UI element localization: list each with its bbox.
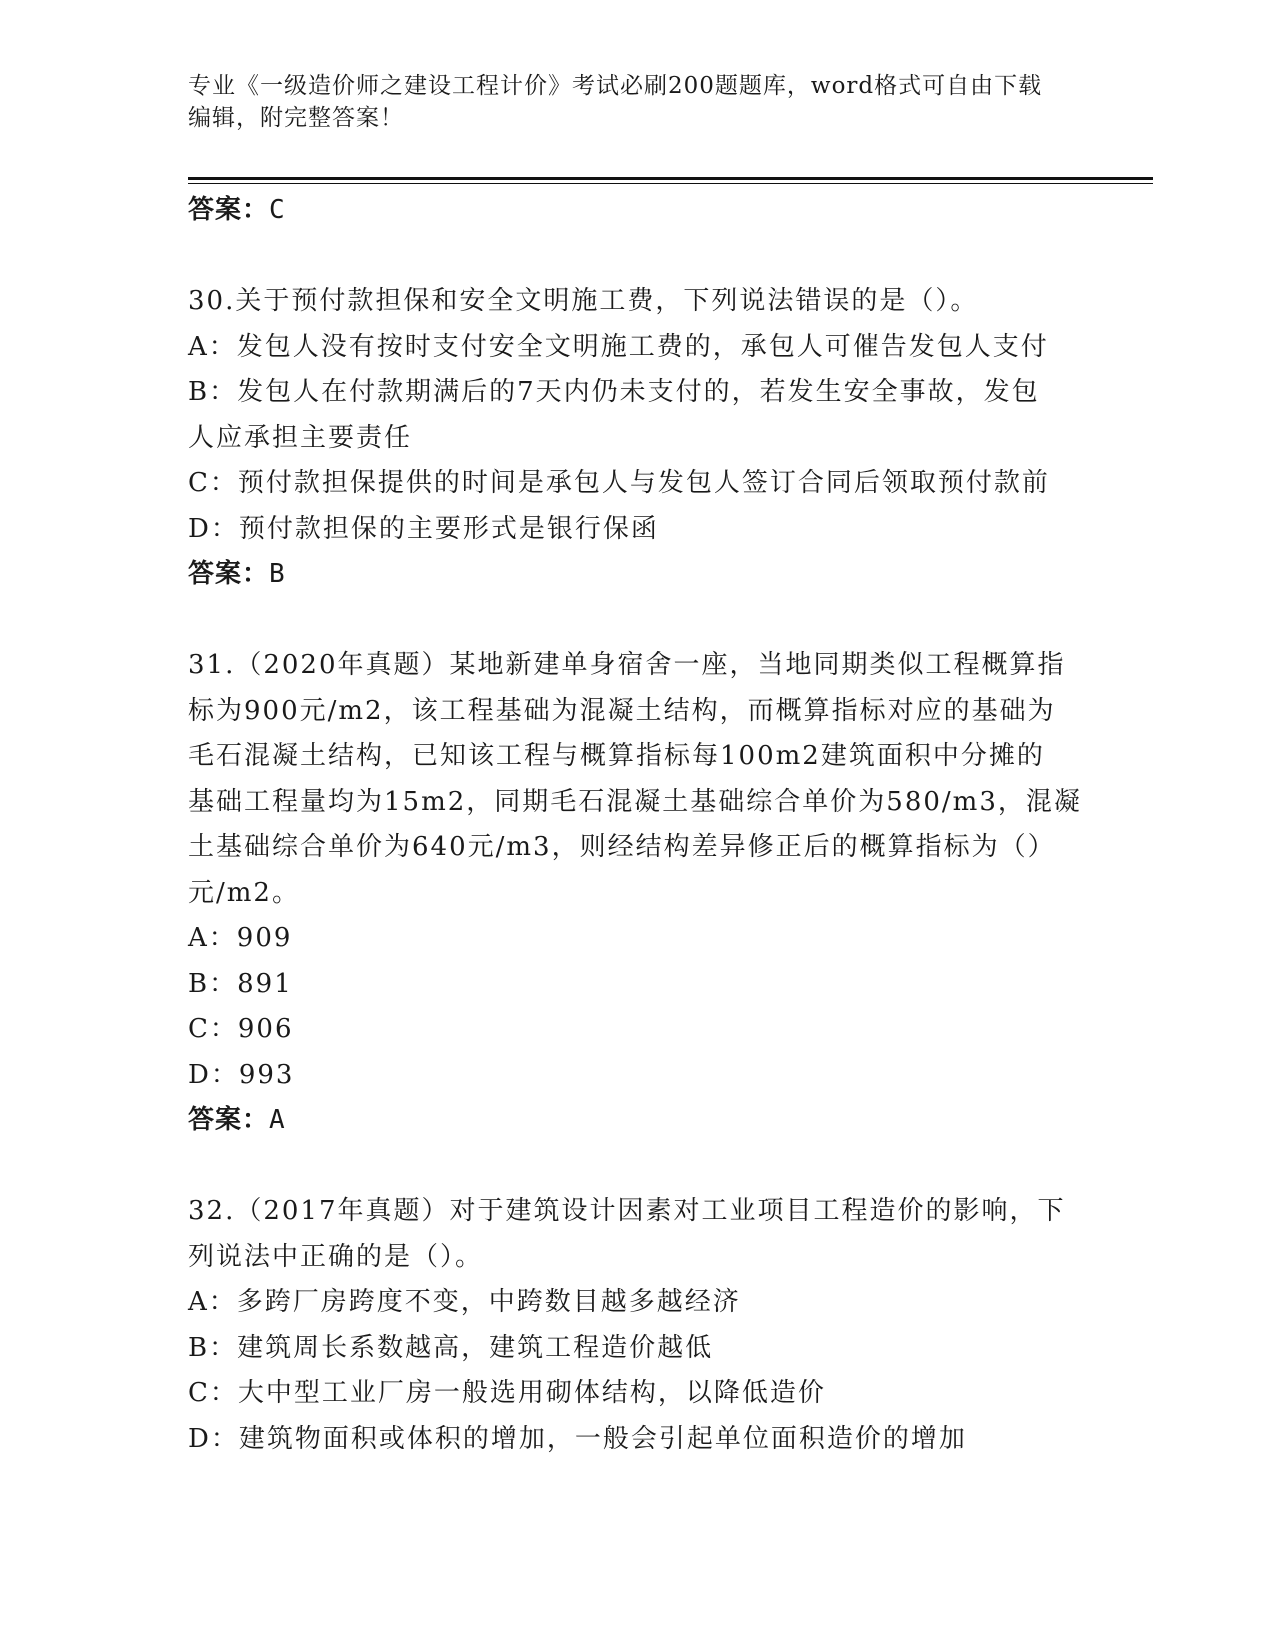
answer-label: 答案： <box>188 195 270 225</box>
option-d: D：建筑物面积或体积的增加，一般会引起单位面积造价的增加 <box>188 1423 967 1454</box>
question-text: 元/m2。 <box>188 877 300 908</box>
option-b: B：891 <box>188 968 293 999</box>
spacer <box>188 1144 1088 1190</box>
spacer <box>188 598 1088 644</box>
answer-label: 答案： <box>188 559 270 589</box>
option-b-cont: 人应承担主要责任 <box>188 422 413 453</box>
option-d: D：预付款担保的主要形式是银行保函 <box>188 513 659 544</box>
option-b: B：建筑周长系数越高，建筑工程造价越低 <box>188 1332 714 1363</box>
answer-value: B <box>269 559 286 589</box>
option-b: B：发包人在付款期满后的7天内仍未支付的，若发生安全事故，发包 <box>188 377 1040 407</box>
question-text: 列说法中正确的是（）。 <box>188 1241 484 1272</box>
option-a: A：909 <box>188 923 293 953</box>
question-text: 基础工程量均为15m2，同期毛石混凝土基础综合单价为580/m3，混凝 <box>188 786 1082 817</box>
question-block <box>188 279 1088 598</box>
header-divider <box>188 177 1153 180</box>
option-a: A：多跨厂房跨度不变，中跨数目越多越经济 <box>188 1287 741 1317</box>
spacer <box>188 234 1088 280</box>
option-c: C：预付款担保提供的时间是承包人与发包人签订合同后领取预付款前 <box>188 468 1050 498</box>
question-text: 毛石混凝土结构，已知该工程与概算指标每100m2建筑面积中分摊的 <box>188 741 1045 771</box>
document-header <box>188 70 1088 134</box>
question-text: 30.关于预付款担保和安全文明施工费，下列说法错误的是（）。 <box>188 286 979 316</box>
header-divider-thin <box>188 183 1153 184</box>
question-text: 土基础综合单价为640元/m3，则经结构差异修正后的概算指标为（） <box>188 832 1056 862</box>
header-line-1: 专业《一级造价师之建设工程计价》考试必刷200题题库，word格式可自由下载 <box>188 73 1043 99</box>
answer-line <box>188 1098 1088 1144</box>
option-d: D：993 <box>188 1059 295 1090</box>
answer-line <box>188 188 1088 234</box>
question-text: 标为900元/m2，该工程基础为混凝土结构，而概算指标对应的基础为 <box>188 695 1056 726</box>
document-body <box>188 188 1088 1462</box>
question-block <box>188 1189 1088 1462</box>
answer-label: 答案： <box>188 1105 270 1135</box>
option-c: C：906 <box>188 1014 294 1044</box>
question-text: 32.（2017年真题）对于建筑设计因素对工业项目工程造价的影响，下 <box>188 1196 1066 1226</box>
option-a: A：发包人没有按时支付安全文明施工费的，承包人可催告发包人支付 <box>188 331 1049 362</box>
answer-value: A <box>269 1105 286 1135</box>
question-text: 31.（2020年真题）某地新建单身宿舍一座，当地同期类似工程概算指 <box>188 650 1066 680</box>
question-block <box>188 643 1088 1144</box>
option-c: C：大中型工业厂房一般选用砌体结构，以降低造价 <box>188 1378 826 1408</box>
header-line-2: 编辑，附完整答案！ <box>188 105 404 131</box>
answer-line <box>188 552 1088 598</box>
answer-value: C <box>269 195 286 225</box>
